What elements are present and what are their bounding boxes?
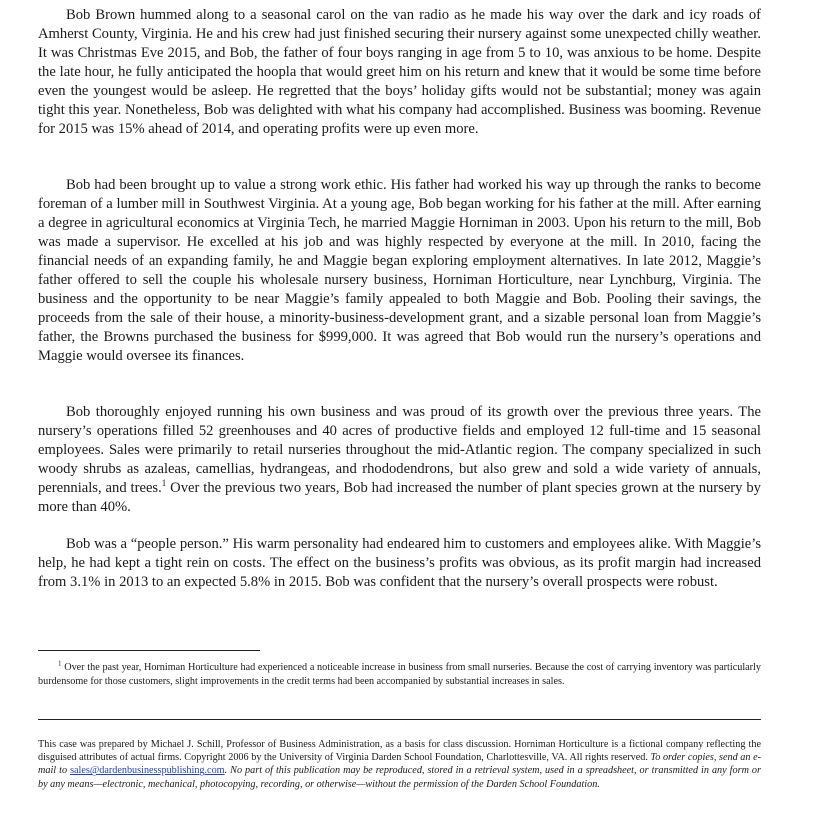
paragraph-1-text: Bob Brown hummed along to a seasonal carol on the van radio as he made his way over the dark and icy roads of Amherst County, Virginia. He and his crew had just finished securing their nursery against some unexpected chilly weather. It was Christmas Eve 2015, and Bob, the father of four boys ranging in age from 5 to 10, was anxious to be home. Despite the late hour, he fully anticipated the hoopla that would greet him on his return and knew that it would be some time before even the youngest would be asleep. He regretted that the boys’ holiday gifts would not be substantial; money was again tight this year. Nonetheless, Bob was delighted with what his company had accomplished. Business was booming. Revenue for 2015 was 15% ahead of 2014, and operating profits were up even more. bbox=[38, 7, 761, 137]
footnote-divider bbox=[38, 650, 260, 651]
paragraph-4 bbox=[38, 535, 761, 592]
case-note-text: This case was prepared by Michael J. Schill, Professor of Business Administration, as a basis for class discussion. Horniman Horticulture is a fictional company reflecting the disguised attributes of actual firms. Copyright 2006 by the University of Virginia Darden School Foundation, Charlottesville, VA. All rights reserved. bbox=[38, 739, 761, 764]
case-note bbox=[38, 738, 761, 791]
footnote-text: Over the past year, Horniman Horticulture had experienced a noticeable increase in business from small nurseries. Because the cost of carrying inventory was particularly burdensome for those customers, slight improvements in the credit terms had been accompanied by substantial increases in sales. bbox=[38, 662, 761, 687]
order-prefix: To order copies, send an e-mail to bbox=[38, 752, 762, 777]
paragraph-4-text: Bob was a “people person.” His warm personality had endeared him to customers and employees alike. With Maggie’s help, he had kept a tight rein on costs. The effect on the business’s profits was obvious, as its profit margin had increased from 3.1% in 2013 to an expected 5.8% in 2015. Bob was confident that the nursery’s overall prospects were robust. bbox=[38, 536, 761, 590]
paragraph-1 bbox=[38, 6, 761, 139]
order-email-link[interactable]: sales@dardenbusinesspublishing.com bbox=[70, 765, 225, 777]
footnote-marker: 1 bbox=[58, 659, 62, 668]
footnote bbox=[38, 661, 761, 688]
footnote-reference[interactable]: 1 bbox=[161, 478, 167, 489]
paragraph-2-text: Bob had been brought up to value a strong work ethic. His father had worked his way up through the ranks to become foreman of a lumber mill in Southwest Virginia. At a young age, Bob began working for his father at the mill. After earning a degree in agricultural economics at Virginia Tech, he married Maggie Horniman in 2003. Upon his return to the mill, Bob was made a supervisor. He excelled at his job and was highly respected by everyone at the mill. In 2010, facing the financial needs of an expanding family, he and Maggie began exploring employment alternatives. In late 2012, Maggie’s father offered to sell the couple his wholesale nursery business, Horniman Horticulture, near Lynchburg, Virginia. The business and the opportunity to be near Maggie’s family appealed to both Maggie and Bob. Pooling their savings, the proceeds from the sale of their house, a minority-business-development grant, and a sizable personal loan from Maggie’s father, the Browns purchased the business for $999,000. It was agreed that Bob would run the nursery’s operations and Maggie would oversee its finances. bbox=[38, 177, 761, 364]
paragraph-3-text: Bob thoroughly enjoyed running his own business and was proud of its growth over the previous three years. The nursery’s operations filled 52 greenhouses and 40 acres of productive fields and employed 12 full-time and 15 seasonal employees. Sales were primarily to retail nurseries throughout the mid-Atlantic region. The company specialized in such woody shrubs as azaleas, camellias, hydrangeas, and rhododendrons, but also grew and sold a wide variety of annuals, perennials, and trees. bbox=[38, 404, 761, 496]
paragraph-3-text-after: Over the previous two years, Bob had increased the number of plant species grown at the nursery by more than 40%. bbox=[38, 480, 761, 515]
paragraph-2 bbox=[38, 176, 761, 366]
case-note-divider bbox=[38, 719, 761, 720]
order-suffix: . No part of this publication may be reproduced, stored in a retrieval system, used in a spreadsheet, or transmitted in any form or by any means—electronic, mechanical, photocopying, recording, or otherwise—without the permission of the Darden School Foundation. bbox=[38, 765, 761, 790]
paragraph-3 bbox=[38, 403, 761, 517]
